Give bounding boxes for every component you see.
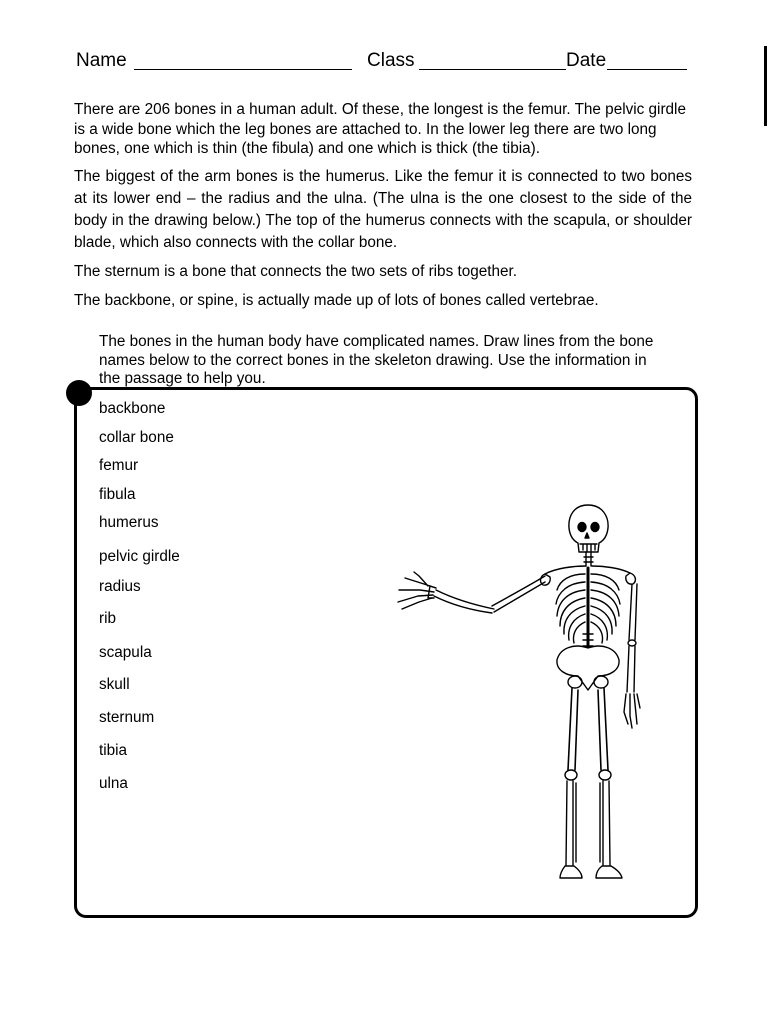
header-row: [76, 50, 696, 76]
extended-arm: [398, 572, 545, 613]
bone-label-rib[interactable]: rib: [99, 610, 116, 627]
legs: [560, 688, 622, 878]
bone-label-skull[interactable]: skull: [99, 676, 130, 693]
skull: [569, 505, 608, 552]
date-label: Date: [566, 50, 607, 71]
bone-label-backbone[interactable]: backbone: [99, 400, 166, 417]
bone-label-femur[interactable]: femur: [99, 457, 139, 474]
bone-label-radius[interactable]: radius: [99, 578, 141, 595]
passage-paragraph-4: The backbone, or spine, is actually made up of lots of bones called vertebrae.: [74, 292, 599, 309]
class-blank[interactable]: [419, 69, 566, 70]
bone-label-collar-bone[interactable]: collar bone: [99, 429, 174, 446]
skeleton-drawing[interactable]: [392, 500, 652, 885]
date-blank[interactable]: [607, 69, 687, 70]
bone-label-humerus[interactable]: humerus: [99, 514, 159, 531]
bone-label-sternum[interactable]: sternum: [99, 709, 155, 726]
bone-label-ulna[interactable]: ulna: [99, 775, 128, 792]
bone-label-pelvic-girdle[interactable]: pelvic girdle: [99, 548, 180, 565]
pelvis: [557, 646, 619, 690]
name-label: Name: [76, 50, 127, 71]
class-label: Class: [367, 50, 415, 71]
bone-label-scapula[interactable]: scapula: [99, 644, 152, 661]
activity-instructions: The bones in the human body have complicated names. Draw lines from the bone names below to the correct bones in the skeleton drawing. Use the information in the passage to help you.: [99, 333, 654, 387]
page-edge-mark: [764, 46, 767, 126]
name-blank[interactable]: [134, 69, 352, 70]
bone-label-fibula[interactable]: fibula: [99, 486, 136, 503]
passage-paragraph-2: The biggest of the arm bones is the humerus. Like the femur it is connected to two bones at its lower end – the radius and the ulna. (The ulna is the one closest to the side of the body in the drawing below.) The top of the humerus connects with the scapula, or shoulder blade, which also connects with the collar bone.: [74, 168, 692, 251]
bone-label-tibia[interactable]: tibia: [99, 742, 128, 759]
passage-paragraph-3: The sternum is a bone that connects the two sets of ribs together.: [74, 263, 518, 280]
hanging-arm: [624, 584, 640, 728]
bullet-dot-icon: [66, 380, 92, 406]
passage-paragraph-1: There are 206 bones in a human adult. Of these, the longest is the femur. The pelvic girdle is a wide bone which the leg bones are attached to. In the lower leg there are two long bones, one which is thin (the fibula) and one which is thick (the tibia).: [74, 101, 686, 157]
